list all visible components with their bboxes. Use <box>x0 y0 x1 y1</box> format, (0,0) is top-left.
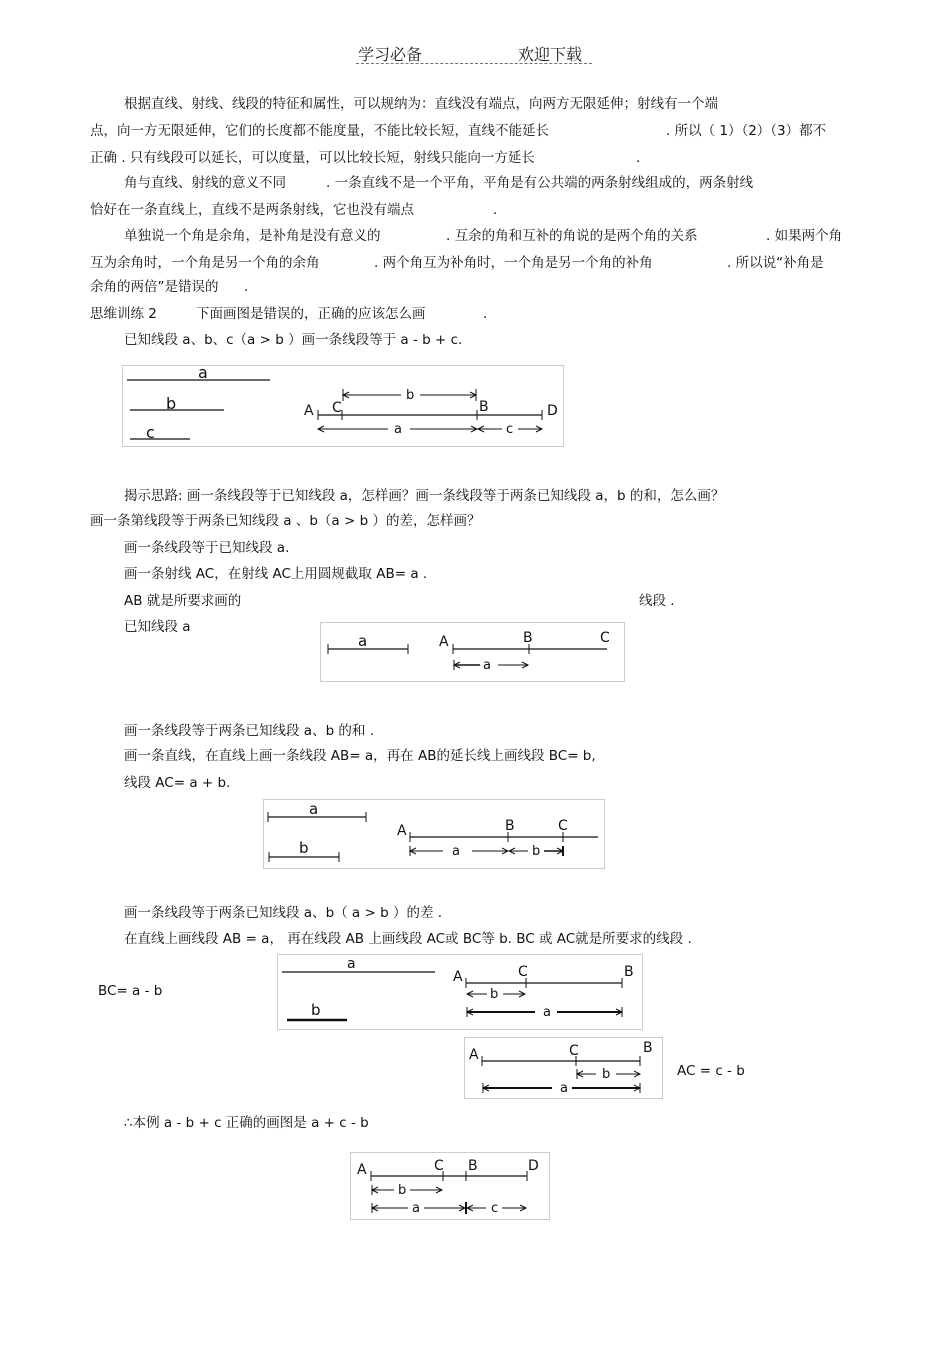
fig2-point-C: C <box>600 630 610 646</box>
figure-difference-bc <box>277 954 643 1030</box>
fig5-point-C: C <box>569 1043 579 1059</box>
para3-line3: 余角的两倍”是错误的 <box>90 279 219 295</box>
fig5-point-B: B <box>643 1040 653 1056</box>
para1-line2: 点，向一方无限延伸，它们的长度都不能度量，不能比较长短，直线不能延长 <box>90 123 549 139</box>
step3-ac: AC = c - b <box>677 1063 745 1079</box>
conclusion-text: ∴本例 a - b + c 正确的画图是 a + c - b <box>124 1115 369 1131</box>
para3-line1: 单独说一个角是余角，是补角是没有意义的 <box>124 228 381 244</box>
para2-line1b: . 一条直线不是一个平角，平角是有公共端的两条射线组成的，两条射线 <box>326 175 754 191</box>
fig4-point-C: C <box>518 964 528 980</box>
figure-sum-a-b <box>263 799 605 869</box>
fig6-point-C: C <box>434 1158 444 1174</box>
para3-line3b: . <box>244 279 249 295</box>
fig3-point-A: A <box>397 823 407 839</box>
hint-line2: 画一条第线段等于两条已知线段 a 、b（a > b ）的差，怎样画？ <box>90 513 481 529</box>
fig1-measure-b: b <box>406 388 415 403</box>
para2-line2: 恰好在一条直线上，直线不是两条射线，它也没有端点 <box>90 202 414 218</box>
fig5-measure-b: b <box>602 1067 611 1082</box>
step3-l1: 画一条线段等于两条已知线段 a、b（ a > b ）的差 . <box>124 905 443 921</box>
fig2-point-B: B <box>523 630 533 646</box>
header-left: 学习必备 <box>358 45 423 64</box>
step2-l1: 画一条线段等于两条已知线段 a、b 的和 . <box>124 723 375 739</box>
training-title: 思维训练 2 <box>90 306 157 322</box>
fig3-label-b: b <box>299 839 309 857</box>
header-divider <box>356 63 592 64</box>
step2-l3: 线段 AC= a + b. <box>124 775 231 791</box>
fig5-point-A: A <box>469 1047 479 1063</box>
para3-line2c: . 所以说“补角是 <box>727 255 824 271</box>
fig3-point-C: C <box>558 818 568 834</box>
fig4-point-B: B <box>624 964 634 980</box>
step3-l2: 在直线上画线段 AB = a， 再在线段 AB 上画线段 AC或 BC等 b. BC 或 AC就是所要求的线段 . <box>124 931 692 947</box>
step1-l2: 画一条射线 AC，在射线 AC上用圆规截取 AB= a . <box>124 566 428 582</box>
fig1-label-a: a <box>198 365 208 382</box>
para1-line1: 根据直线、射线、线段的特征和属性，可以规纳为：直线没有端点，向两方无限延伸；射线有一个端 <box>124 96 718 112</box>
step3-bc: BC= a - b <box>98 983 163 999</box>
step1-l1: 画一条线段等于已知线段 a. <box>124 540 290 556</box>
step2-l2: 画一条直线，在直线上画一条线段 AB= a，再在 AB的延长线上画线段 BC= b, <box>124 748 596 764</box>
fig1-point-A: A <box>304 403 314 419</box>
fig3-label-a: a <box>309 800 319 818</box>
step1-l3: AB 就是所要求画的 <box>124 593 242 609</box>
fig4-point-A: A <box>453 969 463 985</box>
fig3-point-B: B <box>505 818 515 834</box>
para3-line1b: . 互余的角和互补的角说的是两个角的关系 <box>446 228 698 244</box>
figure-difference-ac <box>464 1037 663 1099</box>
training-text: 下面画图是错误的，正确的应该怎么画 <box>196 306 426 322</box>
fig1-label-c: c <box>146 423 155 442</box>
step1-l3b: 线段 . <box>639 593 675 609</box>
fig6-point-D: D <box>528 1158 539 1174</box>
training-text-end: . <box>483 306 488 322</box>
fig1-measure-c: c <box>506 422 514 437</box>
fig3-measure-a: a <box>452 844 460 859</box>
para3-line2: 互为余角时，一个角是另一个角的余角 <box>90 255 320 271</box>
figure-segment-equal-a <box>320 622 625 682</box>
fig1-point-C: C <box>332 400 342 416</box>
fig6-measure-b: b <box>398 1183 407 1198</box>
fig3-measure-b: b <box>532 844 541 859</box>
fig1-point-D: D <box>547 403 558 419</box>
hint-line1: 揭示思路: 画一条线段等于已知线段 a，怎样画？画一条线段等于两条已知线段 a，b 的和，怎么画？ <box>124 488 725 504</box>
para2-line2b: . <box>493 202 498 218</box>
fig2-point-A: A <box>439 634 449 650</box>
para3-line2b: . 两个角互为补角时，一个角是另一个角的补角 <box>374 255 653 271</box>
fig6-point-B: B <box>468 1158 478 1174</box>
header-right: 欢迎下载 <box>518 45 583 64</box>
fig6-point-A: A <box>357 1162 367 1178</box>
fig2-measure-a: a <box>483 658 491 673</box>
fig4-label-b: b <box>311 1001 321 1019</box>
fig2-label-a: a <box>358 632 368 650</box>
step1-l4: 已知线段 a <box>124 619 191 635</box>
figure-wrong-drawing <box>122 365 564 447</box>
training-given: 已知线段 a、b、c（a > b ）画一条线段等于 a - b + c. <box>124 332 463 348</box>
fig4-label-a: a <box>347 956 356 972</box>
para1-line3b: . <box>636 150 641 166</box>
fig4-measure-a: a <box>543 1005 551 1020</box>
fig1-point-B: B <box>479 399 489 415</box>
fig5-measure-a: a <box>560 1081 568 1096</box>
fig6-measure-c: c <box>491 1201 499 1216</box>
fig1-label-b: b <box>166 394 177 413</box>
fig1-measure-a: a <box>394 422 402 437</box>
fig4-measure-b: b <box>490 987 499 1002</box>
para3-line1c: . 如果两个角 <box>766 228 843 244</box>
fig6-measure-a: a <box>412 1201 420 1216</box>
para1-line2b: . 所以（ 1）（2）（3）都不 <box>666 123 827 139</box>
figure-correct-drawing <box>350 1152 550 1220</box>
para2-line1: 角与直线、射线的意义不同 <box>124 175 286 191</box>
para1-line3: 正确 . 只有线段可以延长，可以度量，可以比较长短，射线只能向一方延长 <box>90 150 535 166</box>
